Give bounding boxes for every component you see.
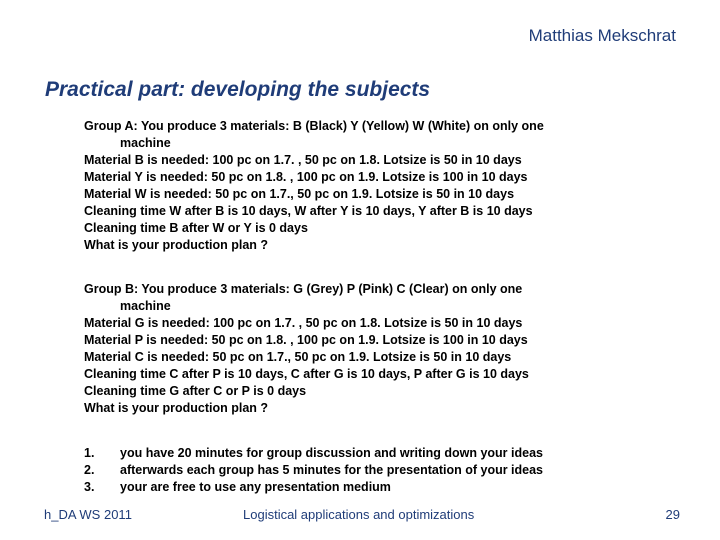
task-number: 2. [84, 463, 95, 477]
task-item [84, 462, 684, 479]
task-item [84, 479, 684, 496]
group-b-line: machine [120, 299, 171, 313]
group-b-block [84, 281, 684, 417]
group-b-line: Group B: You produce 3 materials: G (Grey) P (Pink) C (Clear) on only one [84, 282, 523, 296]
group-b-line: Cleaning time G after C or P is 0 days [84, 384, 307, 398]
group-b-line: Material G is needed: 100 pc on 1.7. , 50 pc on 1.8. Lotsize is 50 in 10 days [84, 316, 523, 330]
group-a-line: Material Y is needed: 50 pc on 1.8. , 100 pc on 1.9. Lotsize is 100 in 10 days [84, 170, 528, 184]
task-list [84, 445, 684, 496]
group-b-line: Material C is needed: 50 pc on 1.7., 50 pc on 1.9. Lotsize is 50 in 10 days [84, 350, 512, 364]
footer-course-title: Logistical applications and optimizations [243, 507, 475, 522]
task-number: 1. [84, 446, 95, 460]
group-a-line: machine [120, 136, 171, 150]
footer-course: h_DA WS 2011 [44, 507, 132, 522]
task-text: your are free to use any presentation medium [120, 480, 391, 494]
task-number: 3. [84, 480, 95, 494]
group-a-line: Material W is needed: 50 pc on 1.7., 50 pc on 1.9. Lotsize is 50 in 10 days [84, 187, 515, 201]
group-a-line: Cleaning time W after B is 10 days, W after Y is 10 days, Y after B is 10 days [84, 204, 533, 218]
group-a-line: Material B is needed: 100 pc on 1.7. , 50 pc on 1.8. Lotsize is 50 in 10 days [84, 153, 522, 167]
task-text: you have 20 minutes for group discussion and writing down your ideas [120, 446, 543, 460]
task-text: afterwards each group has 5 minutes for the presentation of your ideas [120, 463, 544, 477]
group-a-block [84, 118, 684, 254]
group-b-line: Cleaning time C after P is 10 days, C after G is 10 days, P after G is 10 days [84, 367, 529, 381]
group-b-line: What is your production plan ? [84, 401, 269, 415]
group-a-line: Cleaning time B after W or Y is 0 days [84, 221, 308, 235]
group-b-line: Material P is needed: 50 pc on 1.8. , 100 pc on 1.9. Lotsize is 100 in 10 days [84, 333, 528, 347]
page-number: 29 [665, 507, 680, 522]
task-item [84, 445, 684, 462]
slide-title: Practical part: developing the subjects [45, 78, 431, 101]
author-name: Matthias Mekschrat [528, 26, 676, 45]
group-a-line: Group A: You produce 3 materials: B (Black) Y (Yellow) W (White) on only one [84, 119, 544, 133]
group-a-line: What is your production plan ? [84, 238, 269, 252]
